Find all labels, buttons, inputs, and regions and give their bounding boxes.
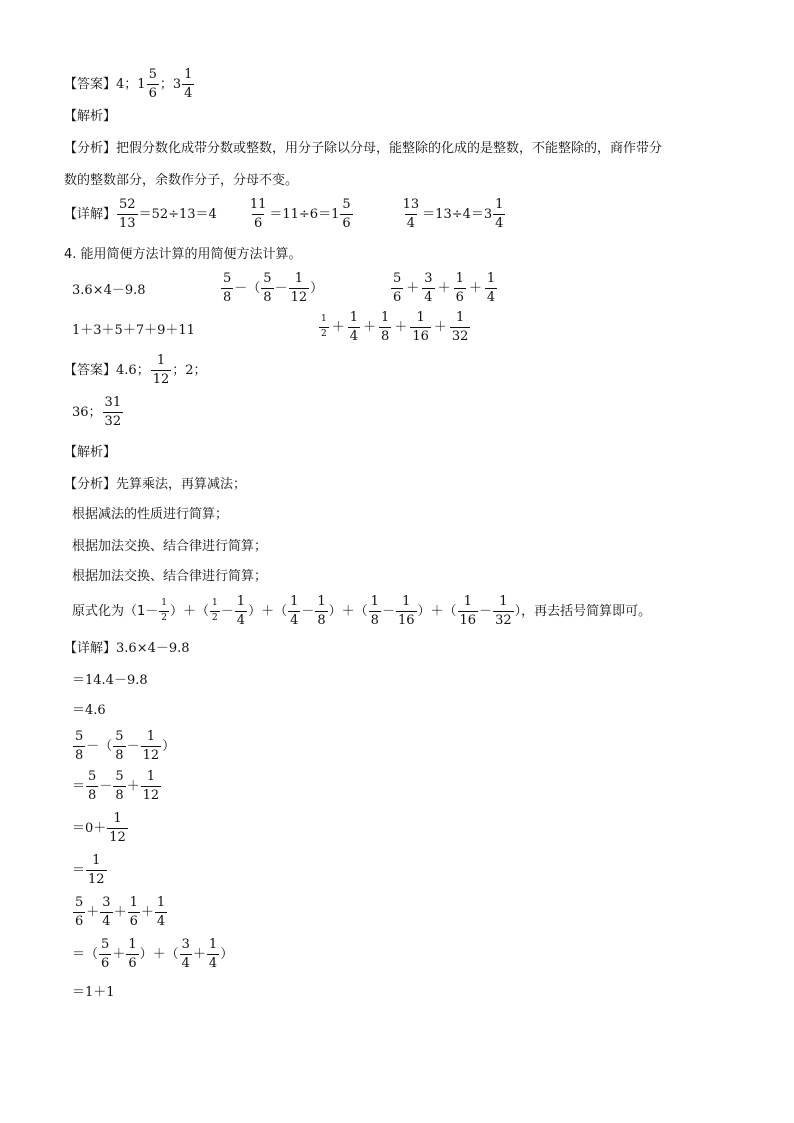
fenxi-q4-3: 根据加法交换、结合律进行简算； (72, 539, 268, 554)
step-line: ＝14.4－9.8 (72, 673, 148, 688)
fraction: 1 6 (128, 937, 137, 971)
fraction: 1 12 (142, 729, 160, 763)
fraction: 5 8 (115, 769, 124, 803)
answer-line-1 (64, 68, 195, 100)
step-line: 5 6 ＋ 3 4 ＋ 1 6 ＋ 1 4 (75, 895, 166, 929)
expr-5: 1 2 ＋ 1 4 ＋ 1 8 ＋ 1 16 ＋ 1 32 (321, 310, 469, 344)
fraction: 5 6 (148, 67, 157, 101)
fraction: 3 4 (424, 271, 433, 305)
step-line: 5 8 －（ 5 8 － 1 12 ） (75, 729, 176, 763)
expr-1: 3.6×4－9.8 (72, 283, 146, 298)
fraction: 1 4 (184, 67, 193, 101)
fraction: 5 6 (342, 197, 351, 231)
fraction: 5 8 (115, 729, 124, 763)
fraction: 1 12 (142, 769, 160, 803)
fraction: 1 4 (208, 937, 218, 971)
fraction: 3 4 (181, 937, 190, 971)
fraction: 1 6 (129, 895, 138, 929)
fraction: 1 4 (156, 895, 166, 929)
fraction: 1 16 (412, 310, 429, 344)
fraction: 1 32 (451, 310, 469, 344)
q4-answer-line-2: 36； 31 32 (72, 395, 122, 429)
analysis-heading-2: 【解析】 (64, 445, 117, 460)
fraction: 5 6 (101, 937, 110, 971)
expr-4: 1＋3＋5＋7＋9＋11 (72, 323, 195, 338)
fraction: 1 16 (459, 594, 477, 628)
fraction: 5 6 (393, 271, 402, 305)
analysis-heading: 【解析】 (64, 109, 117, 124)
fraction: 3 4 (102, 895, 111, 929)
fenxi-q4-2: 根据减法的性质进行简算； (72, 507, 229, 522)
fraction: 5 8 (88, 769, 97, 803)
fraction: 1 4 (495, 197, 504, 231)
step-line: ＝ 5 8 － 5 8 ＋ 1 12 (72, 769, 160, 803)
mixed-whole: 1 (137, 76, 146, 92)
step-line: ＝ （ 5 6 ＋ 1 6 ）＋（ 3 4 ＋ 1 4 ） (72, 937, 234, 971)
fraction: 1 12 (88, 853, 105, 887)
fraction: 1 16 (397, 594, 415, 628)
fraction: 1 4 (290, 594, 299, 628)
detail-line: 【详解】 52 13 ＝52÷13＝4 11 6 ＝11÷6＝1 5 6 13 4 ＝13÷4＝3 1 4 (64, 197, 504, 231)
mixed-whole: 3 (172, 76, 182, 92)
fraction: 1 12 (290, 271, 308, 305)
fenxi-line-2: 数的整数部分，余数作分子，分母不变。 (64, 173, 299, 188)
fenxi-line-1: 【分析】把假分数化成带分数或整数，用分子除以分母，能整除的化成的是整数，不能整除的，商作带分 (64, 141, 663, 156)
expr-2: 5 8 －（ 5 8 － 1 12 ） (223, 271, 324, 305)
fraction: 1 2 (212, 598, 218, 623)
fraction: 1 4 (349, 310, 359, 344)
fraction: 1 12 (109, 811, 126, 845)
fraction: 5 8 (75, 729, 84, 763)
q4-answer-line-1: 【答案】 4.6； 1 12 ；2； (64, 353, 207, 387)
fraction: 31 32 (104, 395, 122, 429)
answer-label: 【答案】 (64, 76, 117, 92)
step-line: ＝4.6 (72, 703, 106, 718)
separator: ； (159, 76, 173, 92)
fraction: 1 4 (486, 271, 496, 305)
fraction: 1 8 (317, 594, 326, 628)
fenxi-q4-1: 【分析】先算乘法，再算减法； (64, 477, 247, 492)
fraction: 1 2 (321, 314, 327, 339)
step-line: ＝0＋ 1 12 (72, 811, 126, 845)
fraction: 13 4 (402, 197, 420, 231)
expr-3: 5 6 ＋ 3 4 ＋ 1 6 ＋ 1 4 (393, 271, 496, 305)
fraction: 1 8 (370, 594, 379, 628)
fraction: 1 8 (381, 310, 390, 344)
fraction: 1 4 (236, 594, 246, 628)
fraction: 52 13 (119, 197, 136, 231)
fraction: 1 32 (495, 594, 512, 628)
fraction: 5 6 (75, 895, 84, 929)
fraction: 11 6 (249, 197, 267, 231)
step-line: ＝ 1 12 (72, 853, 105, 887)
fraction: 5 8 (263, 271, 272, 305)
step-line: ＝1＋1 (72, 985, 115, 1000)
fraction: 1 2 (161, 598, 168, 623)
fraction: 5 8 (223, 271, 232, 305)
question-title: 4. 能用简便方法计算的用简便方法计算。 (64, 247, 302, 262)
yuanshi-line: 原式化为（1－ 1 2 ）＋（ 1 2 － 1 4 ）＋（ 1 4 － 1 8 ）＋（ 1 8 － 1 16 ）＋（ 1 16 － 1 32 ），再去括号简算即可。 (72, 594, 652, 628)
answer-value-a: 4； (116, 76, 138, 92)
fraction: 1 12 (152, 353, 170, 387)
fraction: 1 6 (455, 271, 464, 305)
fenxi-q4-4: 根据加法交换、结合律进行简算； (72, 569, 268, 584)
xiangjie-q4: 【详解】3.6×4－9.8 (64, 641, 190, 656)
